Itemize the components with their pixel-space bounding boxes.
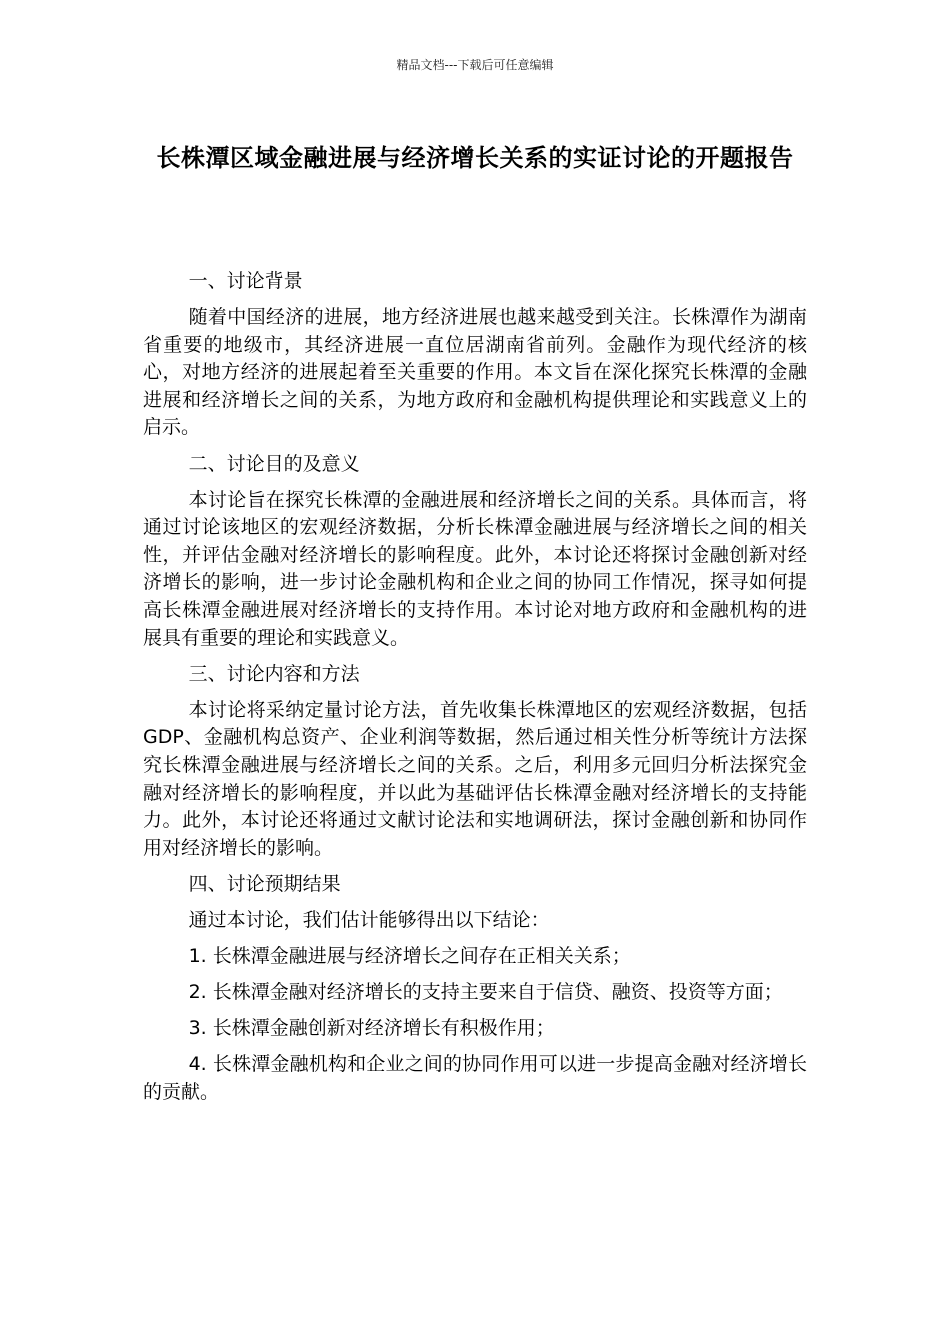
document-body [143,268,807,1115]
document-title: 长株潭区域金融进展与经济增长关系的实证讨论的开题报告 [156,144,794,172]
paragraph-method: 本讨论将采纳定量讨论方法，首先收集长株潭地区的宏观经济数据，包括GDP、金融机构总资产、企业利润等数据，然后通过相关性分析等统计方法探究长株潭金融进展与经济增长之间的关系。之后，利用多元回归分析法探究金融对经济增长的影响程度，并以此为基础评估长株潭金融对经济增长的支持能力。此外，本讨论还将通过文献讨论法和实地调研法，探讨金融创新和协同作用对经济增长的影响。 [143,698,807,859]
page-header: 精品文档---下载后可任意编辑 [396,58,554,72]
section-heading-method: 三、讨论内容和方法 [188,662,360,685]
section-heading-purpose: 二、讨论目的及意义 [188,452,360,475]
section-heading-results: 四、讨论预期结果 [188,872,341,895]
result-item-4: 4. 长株潭金融机构和企业之间的协同作用可以进一步提高金融对经济增长的贡献。 [143,1053,807,1103]
paragraph-purpose: 本讨论旨在探究长株潭的金融进展和经济增长之间的关系。具体而言，将通过讨论该地区的宏观经济数据，分析长株潭金融进展与经济增长之间的相关性，并评估金融对经济增长的影响程度。此外，本讨论还将探讨金融创新对经济增长的影响，进一步讨论金融机构和企业之间的协同工作情况，探寻如何提高长株潭金融进展对经济增长的支持作用。本讨论对地方政府和金融机构的进展具有重要的理论和实践意义。 [143,488,807,649]
result-item-3: 3. 长株潭金融创新对经济增长有积极作用； [188,1017,555,1040]
paragraph-results-intro: 通过本讨论，我们估计能够得出以下结论： [188,908,550,931]
result-item-1: 1. 长株潭金融进展与经济增长之间存在正相关关系； [188,945,631,968]
result-item-2: 2. 长株潭金融对经济增长的支持主要来自于信贷、融资、投资等方面； [188,981,783,1004]
section-heading-background: 一、讨论背景 [188,270,303,292]
paragraph-background: 随着中国经济的进展，地方经济进展也越来越受到关注。长株潭作为湖南省重要的地级市，其经济进展一直位居湖南省前列。金融作为现代经济的核心，对地方经济的进展起着至关重要的作用。本文旨在深化探究长株潭的金融进展和经济增长之间的关系，为地方政府和金融机构提供理论和实践意义上的启示。 [143,306,807,439]
